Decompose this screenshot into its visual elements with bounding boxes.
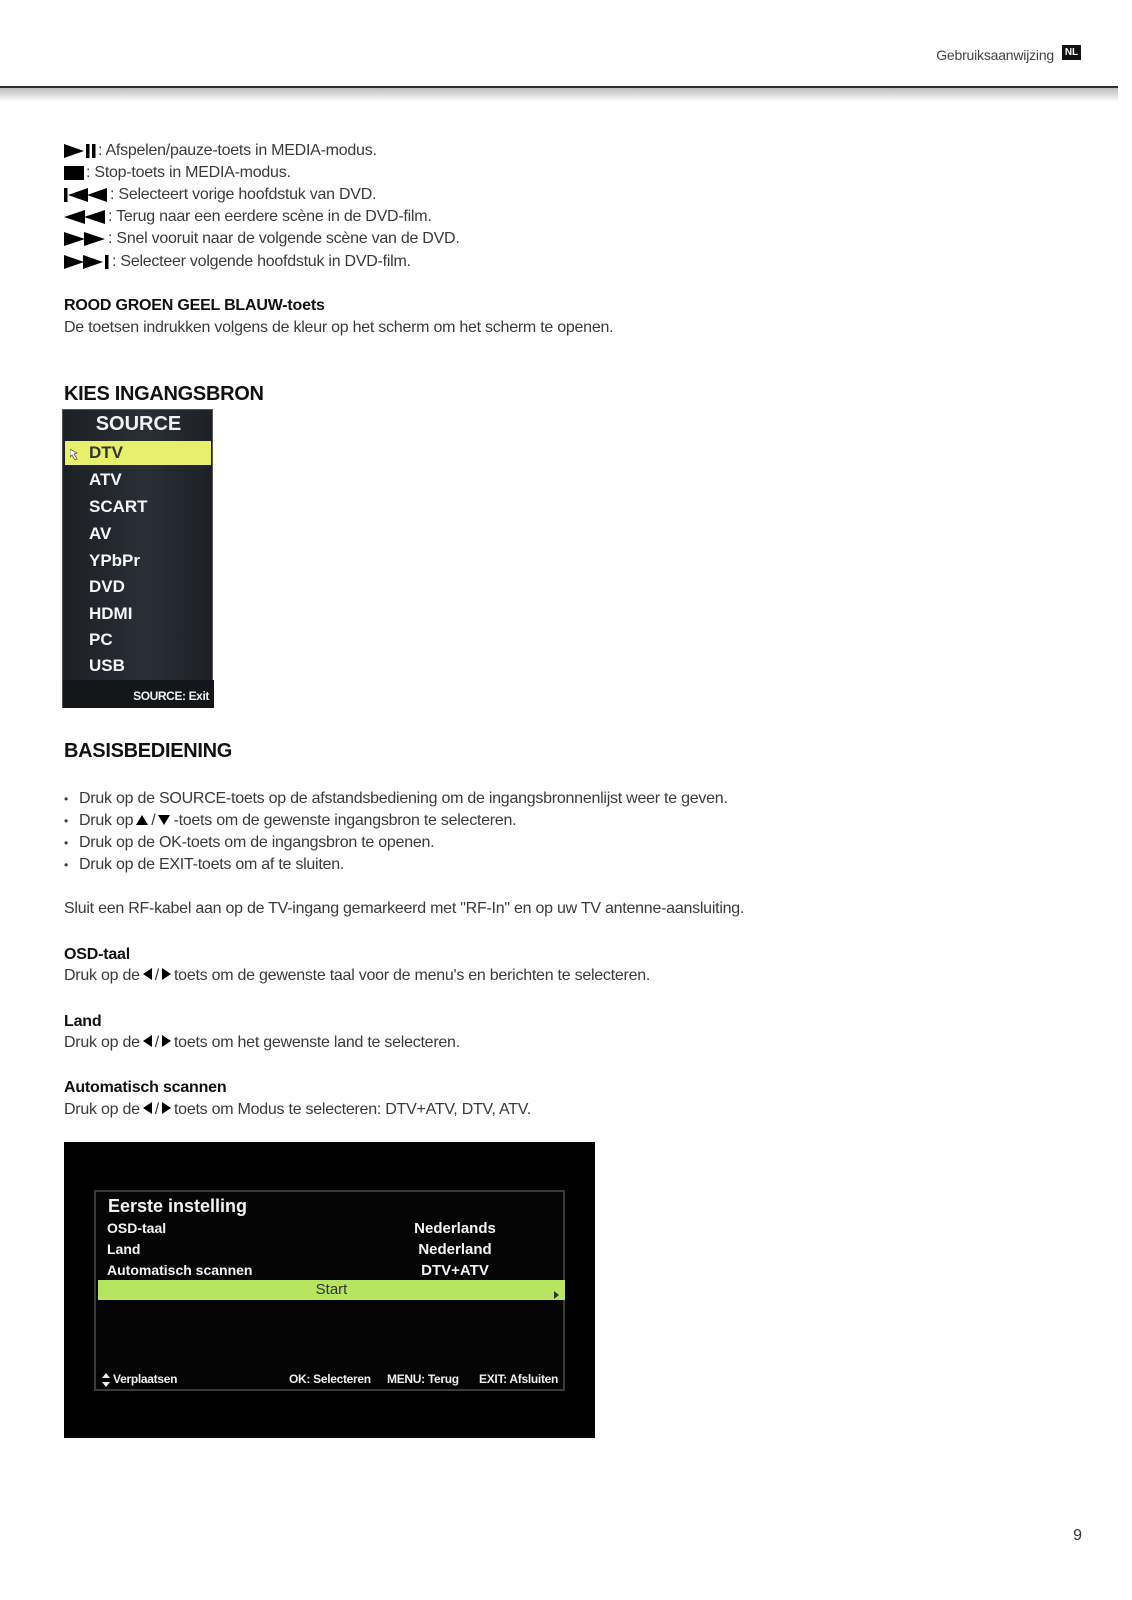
- setting-text-pre: Druk op de: [64, 1101, 140, 1118]
- rf-note: Sluit een RF-kabel aan op de TV-ingang gemarkeerd met "RF-In" en op uw TV antenne-aansluiting.: [64, 900, 745, 917]
- media-key-line: [64, 206, 432, 228]
- source-item-dtv: DTV: [89, 443, 123, 462]
- play-pause-icon: [64, 144, 96, 158]
- source-item-dvd: DVD: [89, 577, 125, 596]
- source-item-scart: SCART: [89, 497, 148, 516]
- source-menu-footer-text: SOURCE: Exit: [133, 689, 209, 703]
- right-arrow-icon: [162, 1034, 171, 1052]
- first-setting-screen-image: [64, 1142, 595, 1438]
- setup-label-osd: OSD-taal: [107, 1220, 167, 1236]
- basic-section-title: BASISBEDIENING: [64, 740, 233, 762]
- left-arrow-icon: [143, 1034, 152, 1052]
- bullet-text: Druk op de SOURCE-toets op de afstandsbediening om de ingangsbronnenlijst weer te geven.: [79, 790, 728, 807]
- auto-scan-text: [64, 1101, 531, 1119]
- source-menu-image: [62, 409, 213, 708]
- setup-label-scan: Automatisch scannen: [107, 1262, 253, 1278]
- source-menu-title: SOURCE: [95, 413, 182, 435]
- move-hint-text: Verplaatsen: [113, 1372, 178, 1386]
- osd-language-heading: OSD-taal: [64, 946, 130, 963]
- source-item-ypbpr: YPbPr: [89, 551, 141, 570]
- media-key-text: : Selecteer volgende hoofdstuk in DVD-film.: [112, 253, 411, 270]
- setting-separator: /: [154, 967, 159, 984]
- media-key-line: [64, 140, 377, 162]
- header-label: Gebruiksaanwijzing: [936, 47, 1054, 63]
- source-item-atv: ATV: [89, 470, 122, 489]
- first-setting-panel: [94, 1190, 565, 1391]
- page-number: 9: [1073, 1527, 1082, 1544]
- media-key-line: [64, 162, 291, 184]
- move-hint: [102, 1372, 177, 1387]
- source-section-title: KIES INGANGSBRON: [64, 383, 264, 405]
- list-item: [64, 854, 728, 876]
- source-item-usb: USB: [89, 656, 125, 675]
- bullet-text-pre: Druk op: [79, 812, 134, 829]
- country-heading: Land: [64, 1013, 102, 1030]
- start-highlight: [98, 1280, 565, 1300]
- source-item-pc: PC: [89, 630, 113, 649]
- color-keys-heading: ROOD GROEN GEEL BLAUW-toets: [64, 297, 325, 314]
- bullet-dot: •: [64, 858, 68, 872]
- language-badge: NL: [1062, 45, 1081, 60]
- up-down-arrows-icon: [102, 1373, 110, 1387]
- stop-icon: [64, 166, 84, 180]
- list-item: [64, 832, 728, 854]
- source-item-av: AV: [89, 524, 112, 543]
- media-key-line: [64, 184, 376, 206]
- previous-chapter-icon: [64, 188, 108, 202]
- bullet-text: Druk op de EXIT-toets om af te sluiten.: [79, 856, 345, 873]
- down-arrow-icon: [158, 812, 170, 830]
- setup-value-osd: Nederlands: [414, 1220, 496, 1237]
- right-arrow-icon: [162, 1101, 171, 1119]
- fast-forward-icon: [64, 232, 106, 246]
- color-keys-text: De toetsen indrukken volgens de kleur op het scherm om het scherm te openen.: [64, 319, 614, 336]
- bullet-separator: /: [151, 812, 156, 829]
- setting-separator: /: [154, 1034, 159, 1051]
- setting-text-post: toets om Modus te selecteren: DTV+ATV, DTV, ATV.: [173, 1101, 531, 1118]
- osd-language-text: [64, 967, 650, 985]
- setup-value-country: Nederland: [418, 1241, 492, 1258]
- right-arrow-icon: [554, 1286, 559, 1304]
- setting-text-post: toets om het gewenste land te selecteren.: [173, 1034, 460, 1051]
- bullet-text-post: -toets om de gewenste ingangsbron te selecteren.: [173, 812, 517, 829]
- media-key-text: : Stop-toets in MEDIA-modus.: [86, 164, 291, 181]
- bullet-dot: •: [64, 836, 68, 850]
- header-shadow: [0, 88, 1118, 102]
- setup-value-scan: DTV+ATV: [421, 1262, 489, 1279]
- auto-scan-heading: Automatisch scannen: [64, 1079, 227, 1096]
- next-chapter-icon: [64, 255, 110, 269]
- list-item: [64, 810, 728, 832]
- menu-hint: MENU: Terug: [387, 1372, 459, 1386]
- left-arrow-icon: [143, 1101, 152, 1119]
- exit-hint: EXIT: Afsluiten: [479, 1372, 559, 1386]
- basic-bullet-list: [64, 788, 728, 876]
- start-label: Start: [315, 1281, 348, 1298]
- setting-separator: /: [154, 1101, 159, 1118]
- first-setting-title: Eerste instelling: [108, 1196, 248, 1216]
- list-item: [64, 788, 728, 810]
- left-arrow-icon: [143, 967, 152, 985]
- media-key-text: : Afspelen/pauze-toets in MEDIA-modus.: [98, 142, 377, 159]
- media-key-line: [64, 251, 411, 273]
- ok-hint: OK: Selecteren: [289, 1372, 371, 1386]
- source-menu-highlight: [65, 441, 211, 465]
- setup-label-country: Land: [107, 1241, 141, 1257]
- setting-text-post: toets om de gewenste taal voor de menu's en berichten te selecteren.: [173, 967, 651, 984]
- country-text: [64, 1034, 460, 1052]
- media-key-text: : Terug naar een eerdere scène in de DVD-film.: [108, 208, 432, 225]
- bullet-dot: •: [64, 792, 68, 806]
- page-header: [0, 0, 1132, 88]
- setting-text-pre: Druk op de: [64, 1034, 140, 1051]
- rewind-icon: [64, 210, 106, 224]
- setting-text-pre: Druk op de: [64, 967, 140, 984]
- right-arrow-icon: [162, 967, 171, 985]
- media-key-line: [64, 228, 460, 250]
- bullet-dot: •: [64, 814, 68, 828]
- source-item-hdmi: HDMI: [89, 604, 133, 623]
- media-key-text: : Snel vooruit naar de volgende scène van de DVD.: [108, 230, 460, 247]
- pointer-icon: [70, 447, 82, 465]
- bullet-text: Druk op de OK-toets om de ingangsbron te openen.: [79, 834, 435, 851]
- up-arrow-icon: [136, 812, 148, 830]
- media-key-text: : Selecteert vorige hoofdstuk van DVD.: [110, 186, 377, 203]
